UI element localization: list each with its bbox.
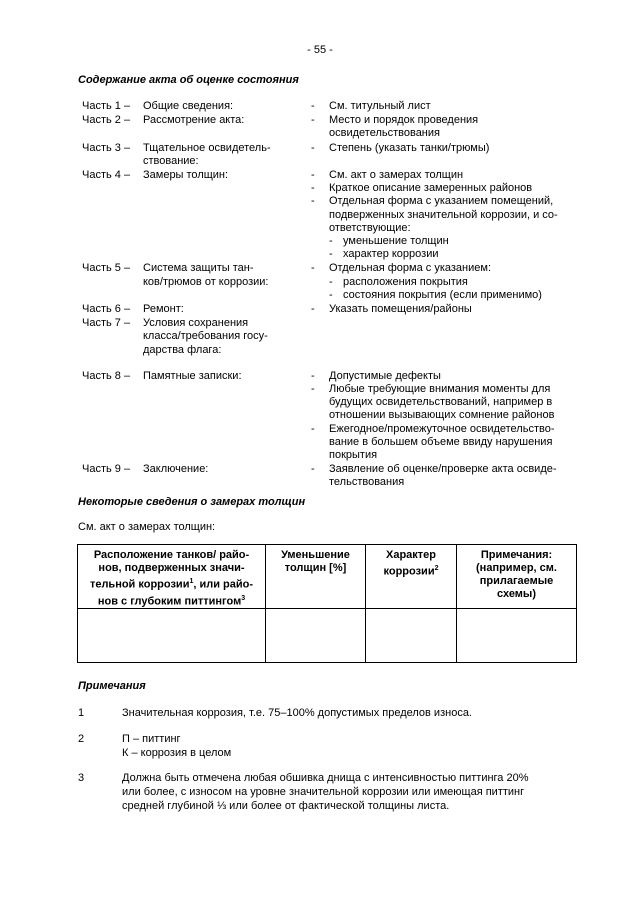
part-subitem [311, 276, 582, 289]
bullet-dash: - [311, 182, 315, 195]
part-label: Часть 2 – [82, 114, 131, 127]
part-title: Рассмотрение акта: [143, 114, 245, 127]
item-text: Любые требующие внимания моменты для будущих освидетельствований, например в отношении вызывающих сомнение районов [329, 383, 555, 422]
note-3 [78, 771, 577, 813]
bullet-dash: - [329, 275, 333, 288]
item-text: Степень (указать танки/трюмы) [329, 141, 490, 154]
part-item [311, 423, 582, 463]
part-items [311, 169, 582, 261]
bullet-dash: - [311, 169, 315, 182]
part-title: Ремонт: [143, 303, 184, 316]
bullet-dash: - [311, 463, 315, 476]
note-1 [78, 706, 577, 720]
part-item [311, 195, 582, 235]
thickness-table [77, 544, 577, 663]
part-row [82, 142, 582, 168]
subitem-text: уменьшение толщин [343, 235, 449, 248]
part-title: Тщательное освидетель- ствование: [143, 141, 271, 167]
bullet-dash: - [311, 303, 315, 316]
part-row [82, 262, 582, 302]
bullet-dash: - [329, 248, 333, 261]
item-text: Допустимые дефекты [329, 369, 441, 382]
part-item [311, 303, 582, 316]
bullet-dash: - [311, 114, 315, 127]
part-item [311, 383, 582, 423]
part-label: Часть 8 – [82, 369, 131, 382]
subitem-text: расположения покрытия [343, 275, 468, 288]
part-row [82, 303, 582, 316]
notes-title: Примечания [78, 680, 146, 692]
part-row [82, 370, 582, 462]
bullet-dash: - [329, 235, 333, 248]
part-subitem [311, 289, 582, 302]
item-text: Место и порядок проведения освидетельствования [329, 114, 479, 140]
bullet-dash: - [311, 100, 315, 112]
item-text: Указать помещения/районы [329, 303, 472, 316]
part-item [311, 463, 582, 489]
bullet-dash: - [311, 383, 315, 396]
part-row [82, 100, 582, 113]
part-title: Система защиты тан- ков/трюмов от коррозии: [143, 262, 269, 288]
part-subitem [311, 235, 582, 248]
part-title: Заключение: [143, 463, 209, 476]
part-items [311, 370, 582, 462]
col-corrosion-type: Характер коррозии$^2$ [366, 545, 457, 609]
part-item [311, 182, 582, 195]
note-text: Значительная коррозия, т.е. 75–100% допустимых пределов износа. [122, 707, 472, 719]
table-cell [457, 609, 577, 663]
part-label: Часть 1 – [82, 100, 131, 112]
part-item [311, 370, 582, 383]
part-title: Замеры толщин: [143, 169, 229, 182]
item-text: См. акт о замерах толщин [329, 169, 464, 182]
part-row [82, 169, 582, 261]
intro-text: См. акт о замерах толщин: [78, 521, 216, 533]
subitem-text: состояния покрытия (если применимо) [343, 288, 542, 301]
item-text: См. титульный лист [329, 100, 431, 112]
part-label: Часть 3 – [82, 141, 131, 154]
part-items [311, 262, 582, 302]
note-text: П – питтинг К – коррозия в целом [122, 733, 232, 759]
part-label: Часть 9 – [82, 463, 131, 476]
bullet-dash: - [311, 195, 315, 208]
item-text: Ежегодное/промежуточное освидетельство- вание в большем объеме ввиду нарушения покрытия [329, 422, 555, 462]
item-text: Краткое описание замеренных районов [329, 182, 533, 195]
note-number: 1 [78, 707, 85, 719]
part-subitem [311, 248, 582, 261]
part-row [82, 114, 582, 140]
col-location: Расположение танков/ райо- нов, подверженных значи- тельной коррозии$^1$, или райо- нов с глубоким питтингом$^3$ [78, 545, 266, 609]
part-items [311, 114, 582, 140]
col-remarks: Примечания: (например, см. прилагаемые схемы) [457, 545, 577, 609]
part-label: Часть 4 – [82, 169, 131, 182]
section-title: Содержание акта об оценке состояния [78, 74, 299, 86]
part-title: Условия сохранения класса/требования госу- дарства флага: [143, 317, 268, 356]
item-text: Отдельная форма с указанием: [329, 262, 491, 275]
note-number: 2 [78, 733, 85, 745]
part-title: Памятные записки: [143, 369, 242, 382]
table-cell [78, 609, 266, 663]
note-2 [78, 732, 577, 760]
table-cell [366, 609, 457, 663]
part-row [82, 317, 582, 357]
table-empty-row [78, 609, 577, 663]
bullet-dash: - [311, 369, 315, 382]
bullet-dash: - [311, 262, 315, 275]
part-items [311, 463, 582, 489]
part-label: Часть 6 – [82, 303, 131, 316]
note-number: 3 [78, 772, 85, 784]
part-title: Общие сведения: [143, 100, 234, 112]
note-text: Должна быть отмечена любая обшивка днища с интенсивностью питтинга 20% или более, с износом на уровне значительной коррозии или имеющая питтинг средней глубиной ⅓ или более от фактической толщины листа. [122, 772, 529, 812]
table-header-row [78, 545, 577, 609]
item-text: Отдельная форма с указанием помещений, подверженных значительной коррозии, и со- ответствующие: [329, 195, 558, 234]
subitem-text: характер коррозии [343, 248, 439, 261]
bullet-dash: - [329, 288, 333, 301]
col-thickness-reduction: Уменьшение толщин [%] [266, 545, 366, 609]
part-item [311, 100, 582, 113]
part-label: Часть 5 – [82, 262, 131, 275]
part-items [311, 142, 582, 168]
part-item [311, 262, 582, 275]
bullet-dash: - [311, 422, 315, 435]
bullet-dash: - [311, 141, 315, 154]
part-items [311, 317, 582, 357]
section2-title: Некоторые сведения о замерах толщин [78, 496, 306, 508]
part-items [311, 303, 582, 316]
part-label: Часть 7 – [82, 317, 131, 330]
parts-list [82, 100, 582, 491]
part-item [311, 142, 582, 155]
part-items [311, 100, 582, 113]
page-number: - 55 - [307, 44, 333, 56]
part-item [311, 169, 582, 182]
part-row [82, 463, 582, 489]
table-cell [266, 609, 366, 663]
part-item [311, 114, 582, 140]
item-text: Заявление об оценке/проверке акта освиде- тельствования [329, 463, 557, 489]
